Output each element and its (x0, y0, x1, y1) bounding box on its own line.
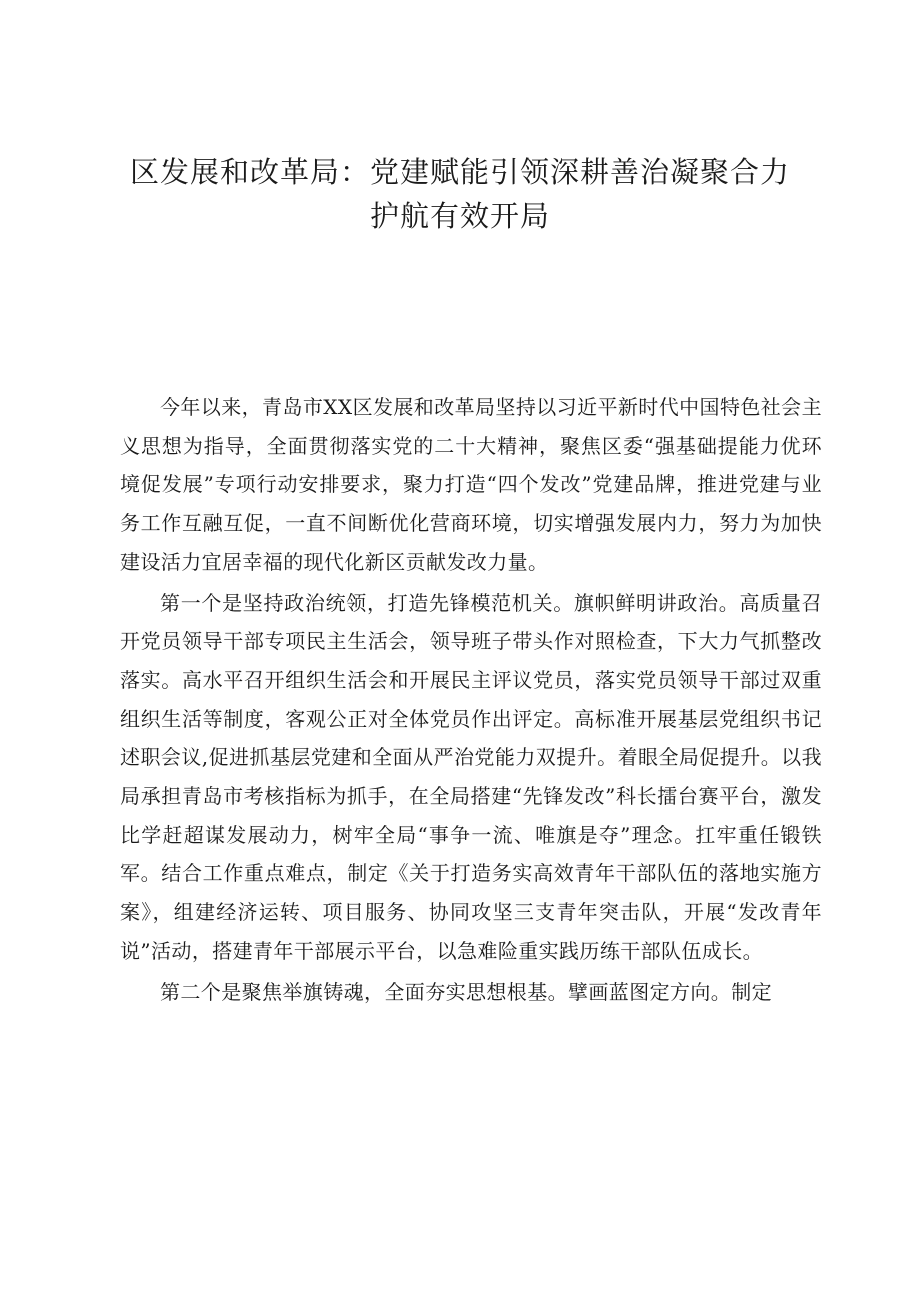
document-body (120, 388, 822, 1013)
paragraph-intro: 今年以来，青岛市XX区发展和改革局坚持以习近平新时代中国特色社会主义思想为指导，全面贯彻落实党的二十大精神，聚焦区委“强基础提能力优环境促发展”专项行动安排要求，聚力打造“四个发改”党建品牌，推进党建与业务工作互融互促，一直不间断优化营商环境，切实增强发展内力，努力为加快建设活力宜居幸福的现代化新区贡献发改力量。 (120, 395, 822, 574)
title-line-2: 护航有效开局 (369, 199, 550, 233)
title-line-1: 区发展和改革局：党建赋能引领深耕善治凝聚合力 (129, 155, 790, 189)
paragraph-section-2: 第二个是聚焦举旗铸魂，全面夯实思想根基。擘画蓝图定方向。制定 (160, 979, 772, 1004)
paragraph-section-1: 第一个是坚持政治统领，打造先锋模范机关。旗帜鲜明讲政治。高质量召开党员领导干部专项民主生活会，领导班子带头作对照检查，下大力气抓整改落实。高水平召开组织生活会和开展民主评议党员，落实党员领导干部过双重组织生活等制度，客观公正对全体党员作出评定。高标准开展基层党组织书记述职会议,促进抓基层党建和全面从严治党能力双提升。着眼全局促提升。以我局承担青岛市考核指标为抓手，在全局搭建“先锋发改”科长擂台赛平台，激发比学赶超谋发展动力，树牢全局“事争一流、唯旗是夺”理念。扛牢重任锻铁军。结合工作重点难点，制定《关于打造务实高效青年干部队伍的落地实施方案》，组建经济运转、项目服务、协同攻坚三支青年突击队，开展“发改青年说”活动，搭建青年干部展示平台，以急难险重实践历练干部队伍成长。 (120, 590, 822, 963)
document-title (100, 150, 820, 238)
